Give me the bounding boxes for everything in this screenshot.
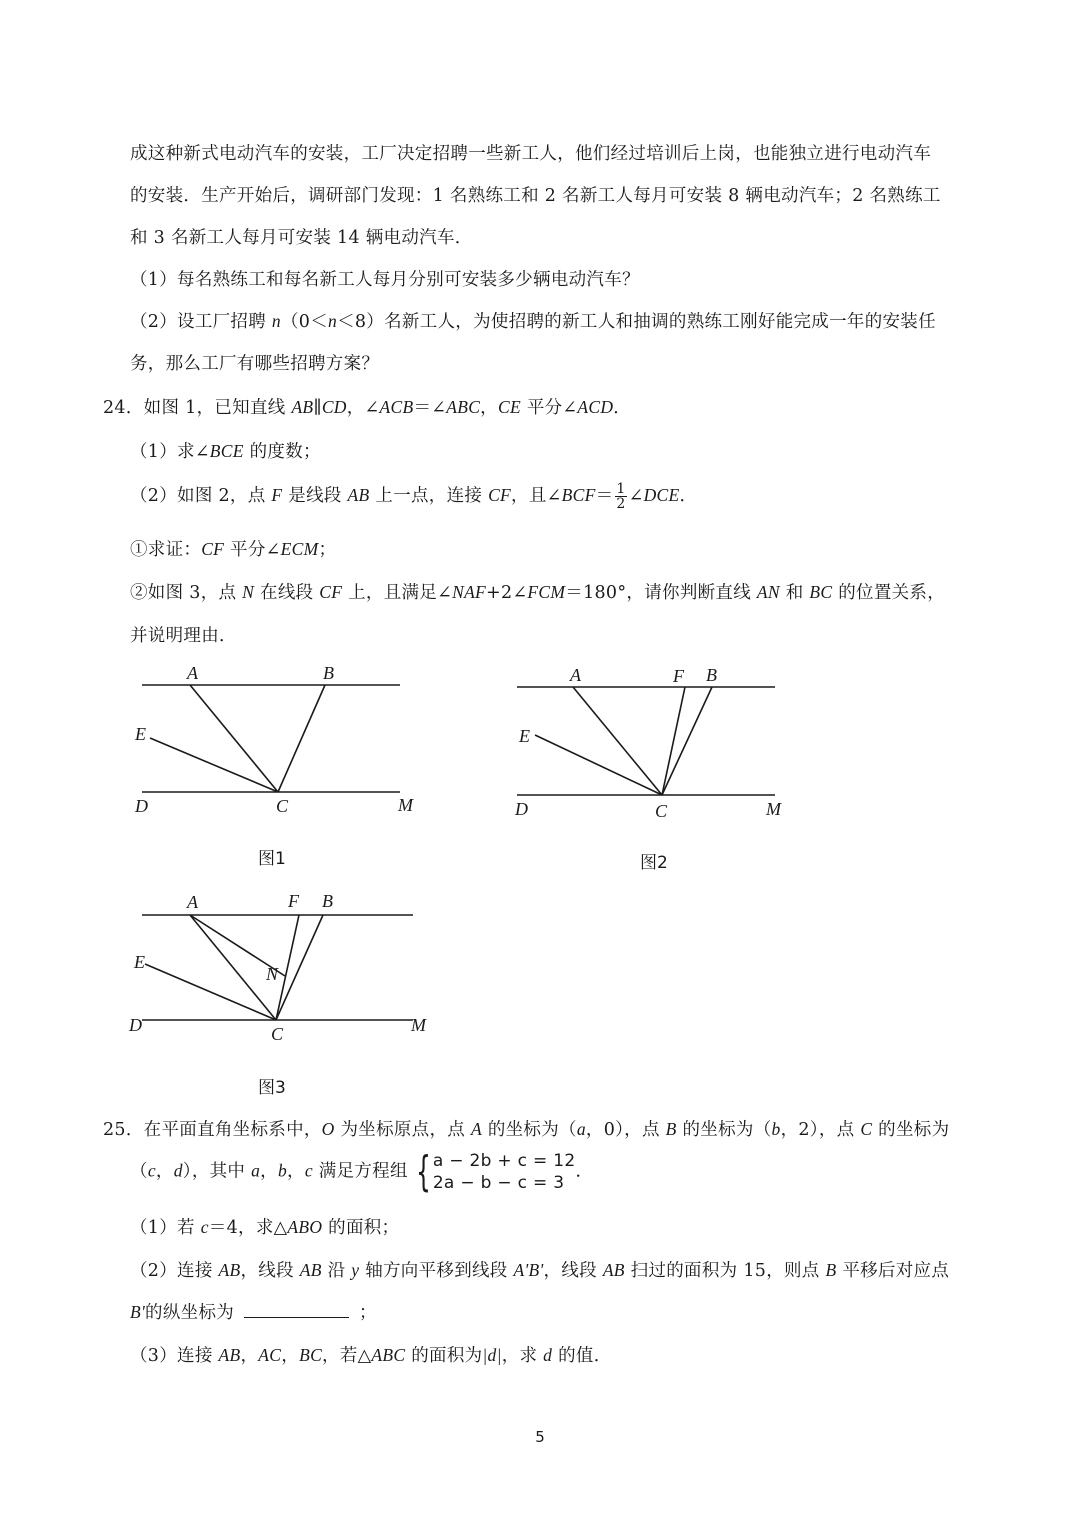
q25-part-2-cont: B'的纵坐标为 ； xyxy=(130,1302,377,1323)
fig3-label-c: C xyxy=(271,1024,284,1044)
fig1-label-e: E xyxy=(135,724,146,744)
equation-1: a − 2b + c = 12 xyxy=(432,1151,576,1171)
fig3-segment-ec xyxy=(145,964,276,1020)
q23-part-2-cont: 务，那么工厂有哪些招聘方案？ xyxy=(130,354,380,374)
fig1-segment-ec xyxy=(150,738,278,792)
fig3-label-b: B xyxy=(322,891,333,911)
q25-part-2: （2）连接 AB，线段 AB 沿 y 轴方向平移到线段 A'B'，线段 AB 扫过的面积为 15，则点 B 平移后对应点 xyxy=(130,1260,950,1281)
q25-part-3: （3）连接 AB，AC，BC，若△ABC 的面积为|d|，求 d 的值． xyxy=(130,1345,612,1366)
q23-line-3: 和 3 名新工人每月可安装 14 辆电动汽车． xyxy=(130,228,473,248)
q23-line-1: 成这种新式电动汽车的安装，工厂决定招聘一些新工人，他们经过培训后上岗，也能独立进行电动汽车 xyxy=(130,144,931,164)
page-number: 5 xyxy=(535,1428,545,1446)
fig2-label-m: M xyxy=(766,799,781,819)
fig2-label-a: A xyxy=(570,665,581,685)
fig3-label-m: M xyxy=(411,1015,426,1035)
q23-part-1: （1）每名熟练工和每名新工人每月分别可安装多少辆电动汽车？ xyxy=(130,270,640,290)
fig3-label-n: N xyxy=(266,964,279,984)
q23-line-2: 的安装．生产开始后，调研部门发现：1 名熟练工和 2 名新工人每月可安装 8 辆电动汽车；2 名熟练工 xyxy=(130,186,941,206)
fig1-segment-ac xyxy=(190,685,278,792)
q25-part-1: （1）若 c＝4，求△ABO 的面积； xyxy=(130,1217,400,1238)
figure-1 xyxy=(130,660,430,830)
figure-3 xyxy=(125,888,445,1058)
fig1-label-d: D xyxy=(135,796,148,816)
figure-2 xyxy=(505,662,805,832)
q24-subpart-2-cont: 并说明理由． xyxy=(130,626,237,646)
figure-1-caption: 图1 xyxy=(258,849,286,869)
fig2-segment-fc xyxy=(662,687,685,795)
q24-part-1: （1）求∠BCE 的度数； xyxy=(130,441,321,462)
fig2-segment-ec xyxy=(535,735,662,795)
figure-2-caption: 图2 xyxy=(640,853,668,873)
fig1-segment-bc xyxy=(278,685,325,792)
answer-blank[interactable] xyxy=(244,1303,349,1318)
q25-stem: 25．在平面直角坐标系中，O 为坐标原点，点 A 的坐标为（a，0），点 B 的坐标为（b，2），点 C 的坐标为 xyxy=(103,1119,950,1140)
fig2-label-d: D xyxy=(515,799,528,819)
fig3-label-f: F xyxy=(288,891,299,911)
fig3-label-a: A xyxy=(187,892,198,912)
fig2-label-e: E xyxy=(519,726,530,746)
fig2-segment-bc xyxy=(662,687,712,795)
q25-stem-line-2: （c，d），其中 a，b，c 满足方程组 { a − 2b + c = 12 2a − b − c = 3 ． xyxy=(130,1147,594,1196)
q24-subpart-2: ②如图 3，点 N 在线段 CF 上，且满足∠NAF+2∠FCM＝180°，请你判断直线 AN 和 BC 的位置关系， xyxy=(130,582,946,603)
fig2-segment-ac xyxy=(573,687,662,795)
fig3-segment-bc xyxy=(276,915,323,1020)
q24-subpart-1: ①求证：CF 平分∠ECM； xyxy=(130,539,337,560)
fig3-label-e: E xyxy=(134,952,145,972)
fig1-label-a: A xyxy=(187,663,198,683)
fig3-label-d: D xyxy=(129,1015,142,1035)
fig3-segment-fc xyxy=(276,915,299,1020)
q24-stem: 24．如图 1，已知直线 AB∥CD，∠ACB＝∠ABC，CE 平分∠ACD． xyxy=(103,397,632,418)
figure-3-caption: 图3 xyxy=(258,1078,286,1098)
fig2-label-f: F xyxy=(673,666,684,686)
fig1-label-b: B xyxy=(323,663,334,683)
q24-part-2: （2）如图 2，点 F 是线段 AB 上一点，连接 CF，且∠BCF＝ $\frac{1}{2}$ ∠DCE． xyxy=(130,481,698,512)
fig1-label-m: M xyxy=(398,795,413,815)
fig3-segment-ac xyxy=(190,915,276,1020)
equation-2: 2a − b − c = 3 xyxy=(432,1173,565,1193)
equation-system: { a − 2b + c = 12 2a − b − c = 3 xyxy=(415,1147,576,1196)
fraction-one-half: $\frac{1}{2}$ xyxy=(616,481,626,512)
fig1-label-c: C xyxy=(276,796,289,816)
fig2-label-b: B xyxy=(706,665,717,685)
fig2-label-c: C xyxy=(655,801,668,821)
q23-part-2: （2）设工厂招聘 n（0＜n＜8）名新工人，为使招聘的新工人和抽调的熟练工刚好能完成一年的安装任 xyxy=(130,311,936,332)
